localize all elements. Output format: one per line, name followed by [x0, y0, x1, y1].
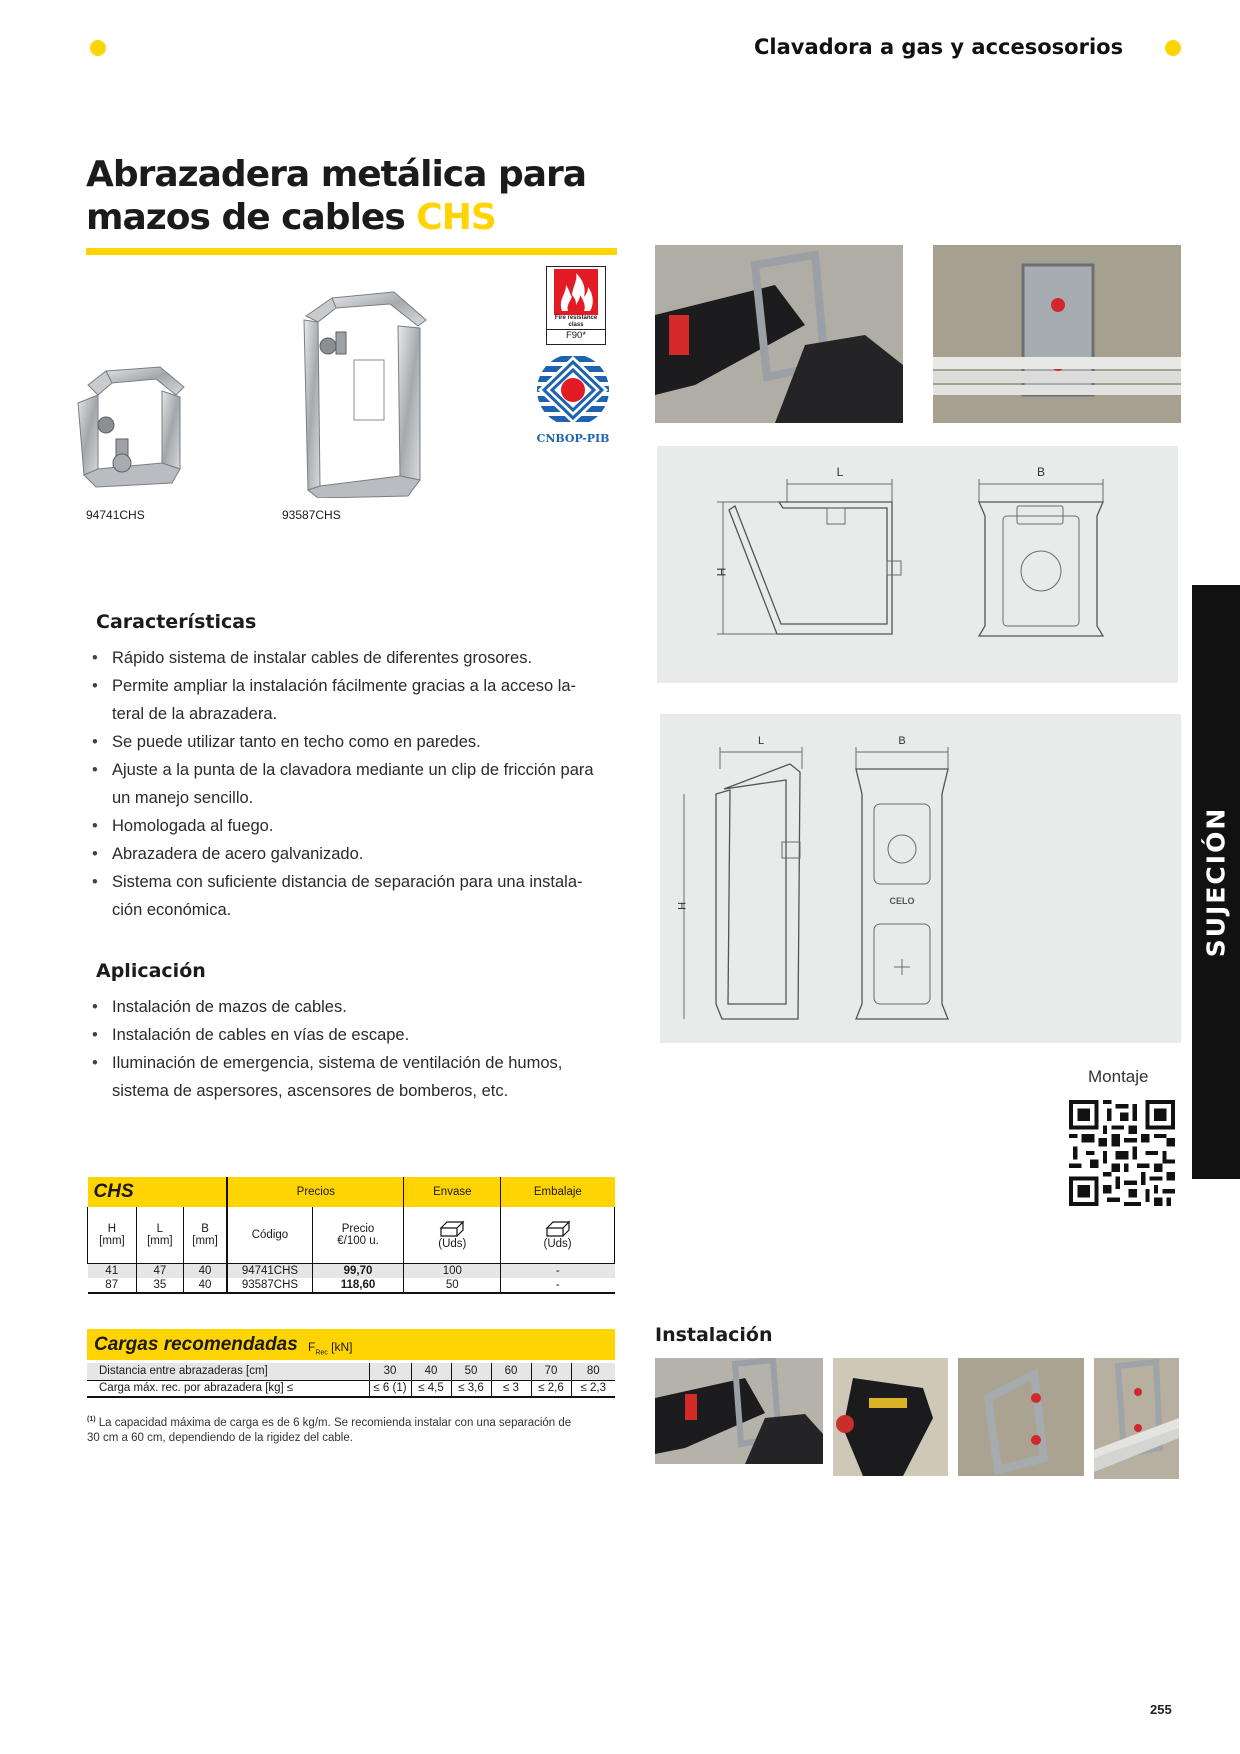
- list-item-text: ción económica.: [112, 901, 232, 919]
- caracteristicas-list: [88, 644, 628, 924]
- installation-photo-4: [1094, 1358, 1179, 1479]
- cell-l: 47: [136, 1263, 183, 1278]
- loads-capacity-cell: ≤ 3,6: [451, 1380, 491, 1397]
- loads-distance-cell: 60: [491, 1363, 531, 1380]
- cell-envase: 100: [404, 1263, 501, 1278]
- drawing1-label-h: H: [714, 567, 728, 577]
- installation-photo-1: [655, 1358, 823, 1464]
- loads-distance-cell: 50: [451, 1363, 491, 1380]
- price-table-header-embalaje: Embalaje: [533, 1186, 582, 1198]
- loads-table-header: [87, 1329, 615, 1360]
- drawing2-label-h: H: [675, 902, 687, 910]
- list-item-text: teral de la abrazadera.: [112, 705, 278, 723]
- list-item: [88, 993, 628, 1021]
- technical-drawing-93587chs: [660, 714, 1181, 1043]
- fire-resistance-badge: [546, 266, 606, 345]
- product-image-94741chs: [76, 365, 188, 495]
- cell-embalaje: -: [555, 1264, 560, 1277]
- col-header-code: Código: [227, 1207, 312, 1263]
- drawing2-label-b: B: [898, 735, 906, 747]
- cell-price: 99,70: [312, 1263, 404, 1278]
- price-table-title-cell: [88, 1177, 228, 1207]
- list-item-text: Abrazadera de acero galvanizado.: [112, 845, 364, 863]
- col-header-h-unit: [mm]: [99, 1234, 125, 1247]
- installation-photo-3: [958, 1358, 1084, 1476]
- technical-drawing-94741chs: [657, 446, 1178, 683]
- loads-unit-sub: Rec: [315, 1349, 328, 1357]
- drawing1-label-l: L: [836, 465, 844, 479]
- fire-icon: [554, 269, 598, 315]
- section-side-tab-label: SUJECIÓN: [1201, 806, 1231, 958]
- table-row: [88, 1263, 615, 1278]
- installation-photo-2: [833, 1358, 948, 1476]
- price-table: [87, 1177, 615, 1294]
- loads-unit-label: [kN]: [331, 1340, 353, 1354]
- loads-table-title: Cargas recomendadas: [94, 1334, 298, 1355]
- list-item-text: Ajuste a la punta de la clavadora mediante un clip de fricción para: [112, 761, 594, 779]
- list-item: [88, 812, 628, 840]
- list-item: [88, 1049, 628, 1105]
- drawing1-label-b: B: [1036, 465, 1046, 479]
- list-item-text: Se puede utilizar tanto en techo como en paredes.: [112, 733, 481, 751]
- cell-code: 93587CHS: [227, 1278, 312, 1293]
- cell-b: 40: [183, 1263, 227, 1278]
- cell-b: 40: [183, 1278, 227, 1293]
- product-title-line2-text: mazos de cables: [86, 197, 417, 238]
- caracteristicas-heading: Características: [96, 611, 257, 633]
- list-item: [88, 1021, 628, 1049]
- header-left-dot: [90, 40, 106, 56]
- product-image-93587chs: [302, 290, 428, 498]
- col-header-l-unit: [mm]: [147, 1234, 173, 1247]
- drawing2-brand-label: CELO: [889, 896, 915, 906]
- col-header-b-label: B: [201, 1222, 209, 1235]
- loads-capacity-cell: ≤ 3: [491, 1380, 531, 1397]
- col-header-price-label: Precio: [341, 1222, 375, 1235]
- cell-envase: 50: [404, 1278, 501, 1293]
- fire-badge-rating: F90*: [547, 329, 605, 341]
- cell-l: 35: [136, 1278, 183, 1293]
- list-item-text: sistema de aspersores, ascensores de bomberos, etc.: [112, 1082, 509, 1100]
- col-header-price: [312, 1207, 404, 1263]
- list-item-text: Sistema con suficiente distancia de separación para una instala-: [112, 873, 583, 891]
- cell-code: 94741CHS: [227, 1263, 312, 1278]
- list-item-text: Rápido sistema de instalar cables de diferentes grosores.: [112, 649, 533, 667]
- loads-footnote: [87, 1412, 622, 1446]
- header-right-dot: [1165, 40, 1181, 56]
- list-item: [88, 728, 628, 756]
- col-header-h-label: H: [107, 1222, 117, 1235]
- aplicacion-list: [88, 993, 628, 1105]
- loads-unit-symbol: F: [308, 1340, 316, 1354]
- loads-table-unit: [308, 1340, 352, 1356]
- fire-badge-line2: class: [568, 322, 584, 328]
- table-row: [87, 1363, 615, 1380]
- list-item: [88, 756, 628, 812]
- aplicacion-heading: Aplicación: [96, 960, 206, 982]
- product-title: [86, 153, 646, 239]
- cell-price: 118,60: [312, 1278, 404, 1293]
- footnote-mark: (1): [87, 1416, 96, 1423]
- title-rule: [86, 248, 617, 255]
- col-header-envase: [404, 1207, 501, 1263]
- list-item: [88, 672, 628, 728]
- list-item-text: Permite ampliar la instalación fácilmente gracias a la acceso la-: [112, 677, 577, 695]
- col-header-l-label: L: [156, 1222, 164, 1235]
- col-header-b-unit: [mm]: [192, 1234, 218, 1247]
- drawing2-label-l: L: [757, 735, 765, 747]
- loads-table: [87, 1363, 615, 1398]
- product-title-line2: [86, 196, 646, 239]
- price-table-title: CHS: [93, 1181, 134, 1202]
- box-icon: [545, 1220, 571, 1238]
- list-item: [88, 868, 628, 924]
- photo-installed-clamp: [933, 245, 1181, 423]
- list-item-text: un manejo sencillo.: [112, 789, 254, 807]
- cell-h: 87: [88, 1278, 137, 1293]
- col-header-embalaje: [501, 1207, 615, 1263]
- fire-badge-line1: Fire resistance: [554, 315, 598, 321]
- box-icon: [439, 1220, 465, 1238]
- list-item: [88, 644, 628, 672]
- price-table-header-precios: Precios: [227, 1177, 404, 1207]
- page-number: 255: [1150, 1702, 1172, 1717]
- loads-distance-cell: 30: [369, 1363, 411, 1380]
- product-title-line1: Abrazadera metálica para: [86, 154, 587, 195]
- product-title-accent: CHS: [416, 197, 496, 238]
- cell-embalaje: -: [555, 1279, 560, 1291]
- instalacion-heading: Instalación: [655, 1324, 773, 1346]
- list-item-text: Instalación de cables en vías de escape.: [112, 1026, 410, 1044]
- cell-h: 41: [88, 1263, 137, 1278]
- loads-distance-cell: 70: [531, 1363, 571, 1380]
- header-title: Clavadora a gas y accesosorios: [754, 35, 1124, 59]
- section-side-tab: [1192, 585, 1240, 1179]
- loads-capacity-cell: ≤ 4,5: [411, 1380, 451, 1397]
- list-item-text: Homologada al fuego.: [112, 817, 274, 835]
- col-header-price-unit: €/100 u.: [337, 1234, 379, 1247]
- loads-row2-label: Carga máx. rec. por abrazadera [kg] ≤: [87, 1380, 369, 1397]
- list-item: [88, 840, 628, 868]
- list-item-text: Iluminación de emergencia, sistema de ventilación de humos,: [112, 1054, 563, 1072]
- table-row: [88, 1278, 615, 1293]
- cnbop-pib-logo: [534, 352, 612, 428]
- loads-capacity-cell: ≤ 2,6: [531, 1380, 571, 1397]
- col-header-envase-unit: (Uds): [438, 1237, 467, 1250]
- loads-capacity-cell: ≤ 2,3: [580, 1382, 606, 1395]
- footnote-line1: La capacidad máxima de carga es de 6 kg/m. Se recomienda instalar con una separación de: [95, 1416, 572, 1429]
- montaje-qr-code[interactable]: [1069, 1100, 1175, 1206]
- loads-distance-cell: 80: [586, 1365, 600, 1378]
- col-header-embalaje-unit: (Uds): [543, 1237, 572, 1250]
- table-row: [87, 1380, 615, 1397]
- product-code-label-2: 93587CHS: [282, 508, 341, 522]
- price-table-header-envase: Envase: [404, 1177, 501, 1207]
- cnbop-pib-label: CNBOP-PIB: [536, 432, 610, 445]
- loads-row1-label: Distancia entre abrazaderas [cm]: [87, 1363, 369, 1380]
- photo-nailer-tool: [655, 245, 903, 423]
- product-code-label-1: 94741CHS: [86, 508, 145, 522]
- list-item-text: Instalación de mazos de cables.: [112, 998, 347, 1016]
- col-header-h: [88, 1207, 137, 1263]
- loads-distance-cell: 40: [411, 1363, 451, 1380]
- col-header-l: [136, 1207, 183, 1263]
- loads-capacity-cell: ≤ 6 (1): [369, 1380, 411, 1397]
- montaje-label: Montaje: [1088, 1067, 1149, 1086]
- col-header-b: [183, 1207, 227, 1263]
- footnote-line2: 30 cm a 60 cm, dependiendo de la rigidez del cable.: [87, 1431, 353, 1444]
